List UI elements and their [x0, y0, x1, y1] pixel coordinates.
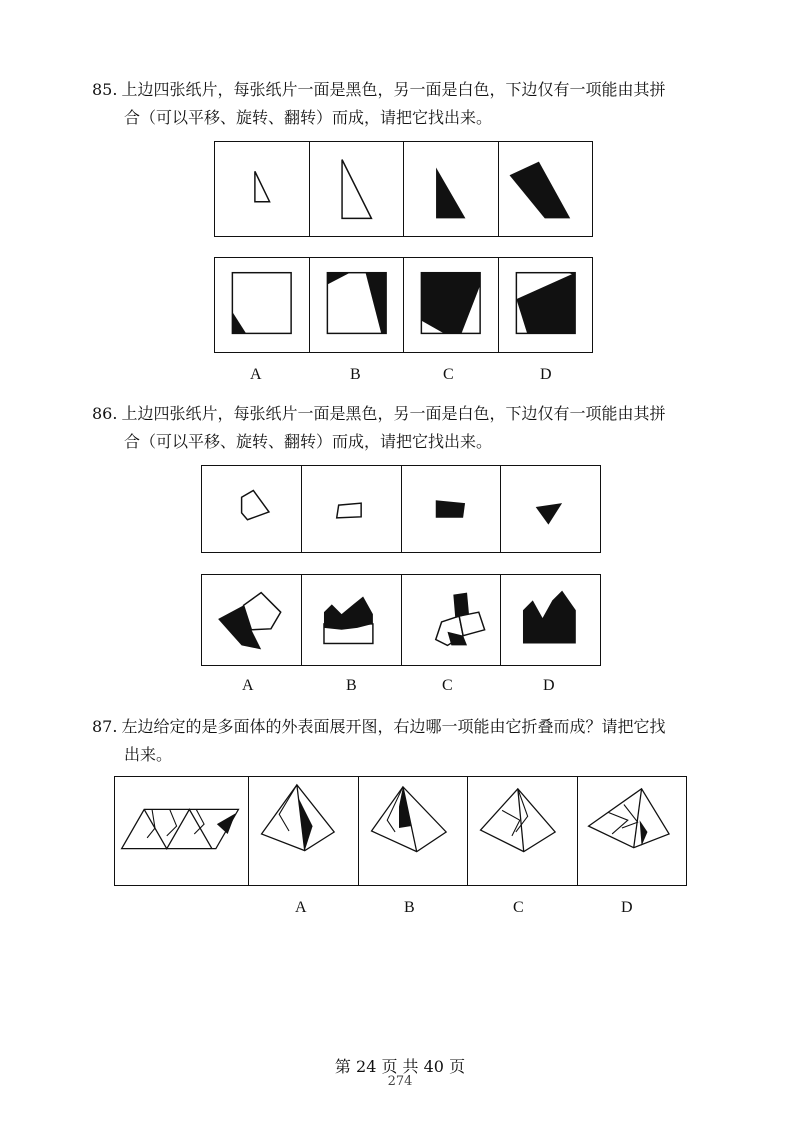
q86-pieces-panel	[201, 465, 601, 553]
q87-option-c-figure[interactable]	[468, 777, 578, 885]
q85-option-d-figure[interactable]	[499, 258, 593, 352]
q86-piece-4	[501, 466, 600, 552]
q85-option-b-figure[interactable]	[310, 258, 405, 352]
q85-option-a-figure[interactable]	[215, 258, 310, 352]
question-text-line2: 合（可以平移、旋转、翻转）而成，请把它找出来。	[124, 108, 493, 127]
q85-option-b-label[interactable]: B	[350, 366, 361, 383]
q87-option-a-figure[interactable]	[249, 777, 359, 885]
q86-option-b-label[interactable]: B	[346, 677, 357, 694]
q87-option-c-label[interactable]: C	[513, 899, 524, 916]
q85-piece-1	[215, 142, 310, 236]
q86-piece-2	[302, 466, 402, 552]
q85-option-d-label[interactable]: D	[540, 366, 552, 383]
q87-panel	[114, 776, 687, 886]
q85-piece-2	[310, 142, 405, 236]
q85-piece-3	[404, 142, 499, 236]
q86-piece-1	[202, 466, 302, 552]
q87-option-d-figure[interactable]	[578, 777, 687, 885]
page-number: 274	[387, 1074, 413, 1089]
q87-option-a-label[interactable]: A	[295, 899, 307, 916]
q86-option-d-label[interactable]: D	[543, 677, 555, 694]
question-number: 85.	[92, 80, 118, 99]
q85-option-c-figure[interactable]	[404, 258, 499, 352]
q87-option-d-label[interactable]: D	[621, 899, 633, 916]
q86-option-b-figure[interactable]	[302, 575, 402, 665]
q87-option-b-label[interactable]: B	[404, 899, 415, 916]
q85-pieces-panel	[214, 141, 593, 237]
question-87	[92, 713, 732, 769]
question-85	[92, 76, 732, 132]
q85-options-panel	[214, 257, 593, 353]
q86-piece-3	[402, 466, 502, 552]
q87-option-b-figure[interactable]	[359, 777, 469, 885]
q87-net-figure	[115, 777, 249, 885]
q86-option-d-figure[interactable]	[501, 575, 600, 665]
page-count: 第 24 页 共 40 页	[334, 1057, 466, 1076]
q85-piece-4	[499, 142, 593, 236]
q85-option-c-label[interactable]: C	[443, 366, 454, 383]
q86-option-a-label[interactable]: A	[242, 677, 254, 694]
question-number: 87.	[92, 717, 118, 736]
q85-option-a-label[interactable]: A	[250, 366, 262, 383]
q86-option-a-figure[interactable]	[202, 575, 302, 665]
question-86	[92, 400, 732, 456]
q86-options-panel	[201, 574, 601, 666]
question-number: 86.	[92, 404, 118, 423]
question-text-line2: 出来。	[124, 745, 173, 764]
question-text-line1: 左边给定的是多面体的外表面展开图，右边哪一项能由它折叠而成？请把它找	[121, 717, 666, 736]
q86-option-c-figure[interactable]	[402, 575, 502, 665]
question-text-line2: 合（可以平移、旋转、翻转）而成，请把它找出来。	[124, 432, 493, 451]
question-text-line1: 上边四张纸片，每张纸片一面是黑色，另一面是白色，下边仅有一项能由其拼	[121, 80, 666, 99]
question-text-line1: 上边四张纸片，每张纸片一面是黑色，另一面是白色，下边仅有一项能由其拼	[121, 404, 666, 423]
q86-option-c-label[interactable]: C	[442, 677, 453, 694]
